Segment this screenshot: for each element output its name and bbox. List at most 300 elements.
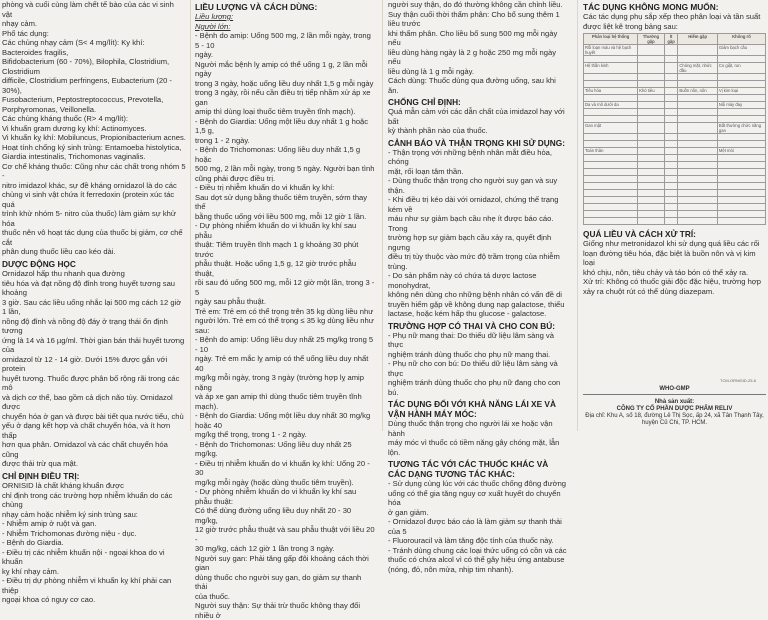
text-line: Bifidobacterium (60 - 70%), Bilophila, Clostridium, Clostridium	[2, 57, 170, 76]
table-row	[584, 102, 766, 109]
table-cell: Khó tiêu	[638, 88, 665, 95]
text-line: Phổ tác dụng:	[2, 28, 49, 38]
text-line: huyết tương. Thuốc được phân bố rộng rãi trong các mô	[2, 373, 180, 392]
table-cell	[664, 109, 678, 116]
text-line: bằng thuốc uống với liều 500 mg, mỗi 12 giờ 1 lần.	[195, 211, 367, 221]
text-line: rồi sau đó uống 500 mg, mỗi 12 giờ một lần, trong 3 - 5	[195, 278, 375, 297]
text-line: - Dự phòng nhiễm khuẩn do vi khuẩn kỵ khí sau phẫu thuật:	[195, 487, 357, 506]
table-cell	[664, 218, 678, 225]
dosage-text	[195, 31, 375, 620]
table-cell	[638, 183, 665, 190]
text-line: của thuốc.	[195, 591, 231, 601]
text-line: - Sử dụng cùng lúc với các thuốc chống đông đường	[388, 479, 567, 488]
text-line: ngày. Trẻ em mắc lỵ amip có thể uống liều duy nhất 40	[195, 354, 369, 373]
table-cell	[664, 56, 678, 63]
table-cell	[717, 211, 765, 218]
text-line: difficile, Clostridium perfringens, Eubacterium (20 - 30%),	[2, 76, 172, 95]
table-cell	[638, 148, 665, 155]
table-cell	[717, 162, 765, 169]
table-row	[584, 88, 766, 95]
table-cell	[678, 183, 718, 190]
table-header-cell: Thường gặp	[638, 34, 665, 45]
table-cell	[717, 204, 765, 211]
table-cell	[664, 63, 678, 74]
text-line: trong 3 ngày, rồi nếu cần điều trị tiếp nhầm xử áp xe gan	[195, 88, 371, 107]
adult-subheading: Người lớn:	[195, 21, 231, 31]
table-row	[584, 63, 766, 74]
text-line: ứng là 14 và 16 µg/ml. Thời gian bán thải huyết tương của	[2, 335, 185, 354]
table-cell	[584, 95, 638, 102]
text-line: 500 mg, 2 lần mỗi ngày, trong 5 ngày. Người bạn tình	[195, 164, 375, 173]
table-row	[584, 183, 766, 190]
table-cell	[678, 204, 718, 211]
text-line: - Do sản phẩm này có chứa tá dược lactose monohydrat,	[388, 271, 537, 290]
table-cell	[584, 141, 638, 148]
dosage-subheading: Liều lượng:	[195, 12, 234, 21]
table-cell	[678, 190, 718, 197]
table-cell	[664, 148, 678, 155]
table-header-cell: Phân loại hệ thống	[584, 34, 638, 45]
table-cell	[584, 155, 638, 162]
contraindication-heading: CHỐNG CHỈ ĐỊNH:	[388, 97, 461, 107]
table-cell: Nổi mày đay	[717, 102, 765, 109]
column-adverse	[583, 0, 766, 431]
text-line: máy móc vì thuốc có tiềm năng gây chóng mặt, lẫn lộn.	[388, 438, 560, 457]
table-cell	[584, 134, 638, 141]
table-row	[584, 176, 766, 183]
text-line: người suy thận, do đó thường không cần chỉnh liều.	[388, 0, 563, 9]
fold-line	[382, 0, 383, 431]
table-cell	[664, 45, 678, 56]
table-cell: Vị kim loại	[717, 88, 765, 95]
table-cell	[678, 155, 718, 162]
table-cell	[664, 141, 678, 148]
text-line: khó chịu, nôn, tiêu chảy và táo bón có thể xảy ra.	[583, 267, 749, 277]
fold-line	[577, 0, 578, 431]
table-cell: Chóng mặt, nhức đầu	[678, 63, 718, 74]
text-line: được liệt kê trong bảng sau:	[583, 21, 678, 31]
text-line: - Bệnh do Trichomonas: Uống liều duy nhất 25 mg/kg.	[195, 439, 352, 458]
table-cell	[638, 211, 665, 218]
table-cell	[678, 74, 718, 81]
text-line: - Điều trị các nhiễm khuẩn nội - ngoại khoa do vi khuẩn	[2, 547, 165, 566]
table-cell	[638, 102, 665, 109]
dosage-heading: LIỀU LƯỢNG VÀ CÁCH DÙNG:	[195, 2, 318, 12]
driving-heading: TÁC DỤNG ĐỐI VỚI KHẢ NĂNG LÁI XE VÀ VẬN HÀNH MÁY MÓC:	[388, 399, 556, 419]
text-line: - Bệnh do Giardia: Uống một liều duy nhất 1 g hoặc 1,5 g,	[195, 116, 369, 135]
table-cell	[678, 162, 718, 169]
table-cell	[678, 218, 718, 225]
table-cell	[664, 116, 678, 123]
manufacturer-block	[583, 399, 766, 427]
text-line: 3 giờ. Sau các liều uống nhắc lại 500 mg cách 12 giờ 1 lần,	[2, 297, 182, 316]
overdose-heading: QUÁ LIỀU VÀ CÁCH XỬ TRÍ:	[583, 229, 696, 239]
text-line: ORNISID là chất kháng khuẩn được	[2, 481, 124, 490]
text-line: Ornidazol hấp thu nhanh qua đường	[2, 269, 125, 278]
table-row	[584, 123, 766, 134]
table-cell: Tiêu hóa	[584, 88, 638, 95]
table-cell	[584, 109, 638, 116]
text-line: - Ornidazol được báo cáo là làm giảm sự thanh thải của 5	[388, 517, 562, 536]
text-line: loạn đường tiêu hóa, đặc biệt là buồn nôn và vị kim loại	[583, 248, 756, 267]
text-line: xảy ra chuột rút có thể dùng diazepam.	[583, 286, 715, 296]
text-line: điều trị tùy thuộc vào mức độ trầm trọng của nhiễm trùng.	[388, 252, 560, 271]
table-cell	[664, 190, 678, 197]
text-line: Vi khuẩn kỵ khí: Mobiluncus, Propionibacterium acnes.	[2, 133, 186, 142]
text-line: Giống như metronidazol khi sử dụng quá liều các rối	[583, 239, 760, 248]
table-cell	[664, 95, 678, 102]
table-cell	[717, 95, 765, 102]
table-cell: Hệ thần kinh	[584, 63, 638, 74]
table-cell	[717, 56, 765, 63]
table-cell	[717, 116, 765, 123]
table-row	[584, 169, 766, 176]
table-cell	[664, 102, 678, 109]
table-row	[584, 56, 766, 63]
table-cell	[584, 162, 638, 169]
text-line: Trẻ em: Trẻ em có thể trọng trên 35 kg dùng liều như	[195, 306, 374, 316]
text-line: (nóng, đỏ, nôn mửa, nhịp tim nhanh).	[388, 564, 514, 574]
manufacturer-name: CÔNG TY CỔ PHẦN DƯỢC PHẨM RELIV	[616, 406, 733, 412]
text-line: máu như sự giảm bạch cầu nhẹ ít được báo cáo. Trong	[388, 214, 554, 233]
table-cell: Rối loạn máu và hệ bạch huyết	[584, 45, 638, 56]
text-line: mg/kg mỗi ngày, trong 3 ngày (trường hợp lỵ amip nặng	[195, 373, 364, 392]
text-line: trình khử nhóm 5- nitro của thuốc) làm giảm sự khử hóa	[2, 209, 176, 228]
table-cell	[584, 169, 638, 176]
text-line: Vi khuẩn gram dương kỵ khí: Actinomyces.	[2, 123, 147, 133]
pk-text	[2, 269, 186, 469]
pk-paragraph	[2, 259, 186, 270]
indication-text	[2, 481, 186, 605]
text-line: - Nhiễm amip ở ruột và gan.	[2, 519, 97, 528]
text-line: - Thận trọng với những bệnh nhân mắt điều hòa, chóng	[388, 147, 553, 166]
pk-heading: DƯỢC ĐỘNG HỌC	[2, 258, 76, 269]
text-line: Sau dợt sử dụng bằng thuốc tiêm truyền, sớm thay thế	[195, 192, 368, 211]
table-cell	[638, 63, 665, 74]
table-cell	[664, 183, 678, 190]
table-cell: Buồn nôn, nôn	[678, 88, 718, 95]
table-row	[584, 211, 766, 218]
text-line: Xử trí: Không có thuốc giải độc đặc hiệu, trường hợp	[583, 277, 762, 286]
text-line: mg/kg mỗi ngày (hoặc dùng thuốc tiêm truyền).	[195, 477, 354, 487]
text-line: chuyển hóa ở gan và được bài tiết qua nước tiểu, chủ	[2, 411, 184, 421]
text-line: - Bệnh do amip: Uống liều duy nhất 25 mg/kg trong 5 - 10	[195, 335, 374, 354]
manufacturer-address-1: Địa chỉ: Khu A, số 18, đường Lê Thị Sọc, ấp 24, xã Tân Thạnh Tây,	[585, 413, 764, 419]
table-cell	[638, 162, 665, 169]
text-line: - Bệnh do Giardia.	[2, 538, 64, 547]
table-cell	[664, 155, 678, 162]
text-line: và áp xe gan amip thì dùng thuốc tiêm truyền tĩnh mạch).	[195, 392, 362, 411]
table-cell	[584, 116, 638, 123]
text-line: Người suy gan: Phải tăng gấp đôi khoảng cách thời gian	[195, 553, 369, 572]
pregnancy-text	[388, 331, 568, 398]
table-cell	[664, 204, 678, 211]
table-cell: Toàn thân	[584, 148, 638, 155]
table-cell	[638, 81, 665, 88]
text-line: - Fluorouracil và làm tăng độc tính của thuốc này.	[388, 536, 554, 545]
text-line: - Điều trị nhiễm khuẩn do vi khuẩn kỵ khí: Uống 20 - 30	[195, 458, 370, 477]
text-line: ngoại khoa có nguy cơ cao.	[2, 595, 96, 604]
table-row	[584, 162, 766, 169]
manufacturer-label: Nhà sản xuất:	[654, 399, 695, 405]
gmp-label: WHO-GMP	[659, 386, 690, 392]
table-cell	[664, 176, 678, 183]
table-cell	[717, 218, 765, 225]
table-cell	[638, 134, 665, 141]
table-cell	[638, 95, 665, 102]
text-line: Cơ chế kháng thuốc: Cũng như các chất trong nhóm 5 -	[2, 161, 186, 180]
text-line: - Dự phòng nhiễm khuẩn do vi khuẩn kỵ khí sau phẫu	[195, 221, 357, 240]
text-line: thuốc nên vô hoạt tác dụng của thuốc bị giảm, cơ chế cắt	[2, 228, 183, 247]
table-cell	[584, 218, 638, 225]
table-row	[584, 109, 766, 116]
text-line: ngày.	[195, 50, 214, 59]
text-line: nghiệm tránh dùng thuốc cho phụ nữ mang thai.	[388, 349, 551, 359]
text-line: cũng phải được điều trị.	[195, 173, 276, 183]
document-code: TCM-ORNISID-25-6	[720, 378, 757, 383]
text-line: - Bệnh do Trichomonas: Uống liều duy nhất 1,5 g hoặc	[195, 145, 361, 164]
table-cell	[678, 102, 718, 109]
text-line: ngày sau phẫu thuật.	[195, 297, 266, 306]
table-cell	[678, 45, 718, 56]
table-cell	[717, 155, 765, 162]
table-cell: Co giật, run	[717, 63, 765, 74]
text-line: Porphyromonas, Veillonella.	[2, 104, 97, 114]
table-cell	[678, 134, 718, 141]
table-cell	[638, 204, 665, 211]
table-cell	[584, 74, 638, 81]
text-line: nitro imidazol khác, sự đề kháng ornidazol là do các	[2, 180, 177, 190]
table-cell	[584, 81, 638, 88]
interaction-heading: TƯƠNG TÁC VỚI CÁC THUỐC KHÁC VÀ CÁC DẠNG TƯƠNG TÁC KHÁC:	[388, 459, 549, 479]
text-line: Fusobacterium, Peptostreptococcus, Prevotella,	[2, 95, 164, 104]
table-cell	[638, 197, 665, 204]
table-cell	[638, 109, 665, 116]
table-cell	[638, 190, 665, 197]
text-line: amip thì dùng loại thuốc tiêm truyền tĩnh mạch).	[195, 107, 356, 116]
table-cell	[678, 56, 718, 63]
text-line: truyền hiếm gặp về không dung nạp galactose, thiếu	[388, 299, 565, 309]
text-line: tiêu hóa và đạt nồng độ đỉnh trong huyết tương sau khoảng	[2, 278, 176, 297]
text-line: sau:	[195, 325, 210, 335]
text-line: nhạy cảm.	[2, 19, 38, 28]
text-line: trong 1 - 2 ngày.	[195, 135, 250, 145]
column-warnings	[388, 0, 568, 574]
table-row	[584, 81, 766, 88]
table-body	[584, 45, 766, 225]
text-line: khi thẩm phân. Cho liều bổ sung 500 mg mỗi ngày nếu	[388, 28, 558, 47]
table-cell	[678, 116, 718, 123]
table-cell	[717, 190, 765, 197]
table-row	[584, 148, 766, 155]
text-line: liều dùng là 1 g mỗi ngày.	[388, 66, 474, 76]
text-line: Hoạt tính chống ký sinh trùng: Entamoeba histolytica,	[2, 142, 182, 152]
table-row	[584, 197, 766, 204]
text-line: 12 giờ trước phẫu thuật và sau phẫu thuật với liều 20 -	[195, 525, 375, 544]
table-cell	[638, 218, 665, 225]
text-line: nhạy cảm hoặc nhiễm ký sinh trùng sau:	[2, 509, 138, 519]
table-header-cell: Ít gặp	[664, 34, 678, 45]
text-line: Người mắc bệnh lỵ amip có thể uống 1 g, 2 lần mỗi ngày	[195, 59, 368, 78]
table-cell	[664, 134, 678, 141]
table-header-row	[584, 34, 766, 45]
text-line: phòng và cuối cùng làm chết tế bào của các vi sinh vật	[2, 0, 174, 19]
table-cell	[584, 190, 638, 197]
table-cell	[638, 176, 665, 183]
text-line: kỳ thành phần nào của thuốc.	[388, 126, 488, 135]
table-row	[584, 45, 766, 56]
table-cell	[638, 169, 665, 176]
text-line: trong 3 ngày, hoặc uống liều duy nhất 1,5 g mỗi ngày	[195, 78, 374, 88]
text-line: mg/kg thể trọng, trong 1 - 2 ngày.	[195, 430, 307, 439]
text-line: yếu ở dạng kết hợp và chất chuyển hóa, và ít hơn thấp	[2, 421, 171, 440]
text-line: Quá mẫn cảm với các dẫn chất của imidazol hay với bất	[388, 107, 565, 126]
driving-text	[388, 419, 568, 457]
text-line: - Bệnh do amip: Uống 500 mg, 2 lần mỗi ngày, trong 5 - 10	[195, 31, 371, 50]
table-cell	[664, 211, 678, 218]
text-line: kỵ khí nhạy cảm.	[2, 566, 59, 576]
table-cell	[717, 81, 765, 88]
text-line: 30 mg/kg, cách 12 giờ 1 lần trong 3 ngày.	[195, 544, 335, 553]
indication-heading: CHỈ ĐỊNH ĐIỀU TRỊ:	[2, 470, 80, 481]
text-line: chỉ định trong các trường hợp nhiễm khuẩn do các chủng	[2, 490, 173, 509]
text-line: Suy thận cuối thời thẩm phân: Cho bổ sung thêm 1 liều trước	[388, 9, 560, 28]
table-row	[584, 74, 766, 81]
table-row	[584, 155, 766, 162]
table-cell	[638, 123, 665, 134]
table-cell	[678, 95, 718, 102]
table-cell	[584, 56, 638, 63]
text-line: - Điều trị dự phòng nhiễm vi khuẩn kỵ khí phải can thiệp	[2, 576, 172, 595]
table-cell	[717, 197, 765, 204]
adverse-heading: TÁC DỤNG KHÔNG MONG MUỐN:	[583, 2, 719, 12]
table-row	[584, 204, 766, 211]
table-cell: Mệt mỏi	[717, 148, 765, 155]
text-line: và dịch cơ thể, bao gồm cả dịch não tủy. Ornidazol được	[2, 392, 173, 411]
table-header-cell: Không rõ	[717, 34, 765, 45]
text-line: Cách dùng: Thuốc dùng qua đường uống, sau khi ăn.	[388, 76, 556, 95]
text-line: Các chủng kháng thuốc (R> 4 mg/lít):	[2, 114, 128, 123]
text-line: hơn qua phân. Ornidazol và các chất chuyển hóa cũng	[2, 440, 168, 459]
manufacturer-address-2: huyện Củ Chi, TP. HCM.	[641, 420, 708, 426]
text-line: - Điều trị nhiễm khuẩn do vi khuẩn kỵ khí:	[195, 183, 335, 192]
table-cell	[584, 211, 638, 218]
text-line: thuật: Tiêm truyền tĩnh mạch 1 g khoảng 30 phút trước	[195, 240, 359, 259]
text-line: nghiệm tránh dùng thuốc cho phụ nữ đang cho con bú.	[388, 378, 561, 397]
table-cell	[584, 197, 638, 204]
text-line: - Nhiễm Trichomonas đường niệu - dục.	[2, 528, 137, 538]
table-cell	[678, 109, 718, 116]
table-cell	[584, 183, 638, 190]
column-dosage	[195, 0, 375, 620]
column-pharmacology	[2, 0, 186, 604]
table-cell	[717, 134, 765, 141]
table-cell	[584, 176, 638, 183]
table-row	[584, 190, 766, 197]
text-line: chủng vi sinh vật chứa ít ferredoxin (protein xúc tác quá	[2, 190, 175, 209]
table-cell	[678, 123, 718, 134]
table-cell	[717, 74, 765, 81]
interaction-text	[388, 479, 568, 574]
text-line: mặt, rối loạn tâm thần.	[388, 166, 464, 176]
text-line: trường hợp sự giảm bạch cầu xảy ra, quyết định ngưng	[388, 233, 552, 252]
table-cell	[638, 56, 665, 63]
table-cell	[638, 74, 665, 81]
fold-line	[190, 0, 191, 431]
table-cell	[678, 169, 718, 176]
text-line: Người suy thận: Sự thải trừ thuốc không thay đổi nhiều ở	[195, 601, 361, 620]
text-line: nồng độ đỉnh và nồng độ đáy ở trạng thái ổn định tương	[2, 316, 168, 335]
table-cell	[584, 204, 638, 211]
table-cell	[664, 88, 678, 95]
table-cell	[664, 169, 678, 176]
table-cell	[664, 81, 678, 88]
table-cell: Bất thường chức năng gan	[717, 123, 765, 134]
table-row	[584, 95, 766, 102]
pregnancy-heading: TRƯỜNG HỢP CÓ THAI VÀ CHO CON BÚ:	[388, 320, 556, 331]
table-cell	[678, 141, 718, 148]
gmp-divider	[583, 394, 766, 395]
text-line: - Dùng thuốc thận trọng cho người suy gan và suy thận.	[388, 176, 558, 195]
table-cell	[717, 109, 765, 116]
text-line: liều dùng hàng ngày là 2 g hoặc 250 mg mỗi ngày nếu	[388, 47, 557, 66]
text-line: ở gan giảm.	[388, 507, 429, 517]
table-header-cell: Hiếm gặp	[678, 34, 718, 45]
table-row	[584, 218, 766, 225]
table-cell	[664, 123, 678, 134]
adverse-table	[583, 33, 766, 225]
table-cell	[638, 45, 665, 56]
table-row	[584, 116, 766, 123]
table-cell	[678, 148, 718, 155]
text-line: - Tránh dùng chung các loại thức uống có cồn và các	[388, 545, 567, 555]
renal-text	[388, 0, 568, 95]
table-cell	[638, 116, 665, 123]
text-line: được thải trừ qua mật.	[2, 459, 78, 468]
text-line: - Phụ nữ mang thai: Do thiếu dữ liệu lâm sàng và thực	[388, 330, 554, 349]
table-cell	[678, 211, 718, 218]
adverse-text	[583, 12, 766, 31]
text-line: Các chủng nhạy cảm (S< 4 mg/lít): Ky khí: Bacteroides fragilis,	[2, 38, 145, 57]
table-cell	[717, 176, 765, 183]
text-line: không nên dùng cho những bệnh nhân có vấn đề di	[388, 290, 562, 299]
text-line: phân dung thuốc liều cao kéo dài.	[2, 247, 116, 256]
table-cell	[678, 197, 718, 204]
table-row	[584, 141, 766, 148]
text-line: thuốc có chứa alcol vì có thể gây hiệu ứng antabuse	[388, 555, 565, 564]
table-cell	[664, 197, 678, 204]
table-cell	[664, 162, 678, 169]
text-line: Có thể dùng đường uống liều duy nhất 20 - 30 mg/kg,	[195, 506, 352, 525]
table-cell	[678, 81, 718, 88]
table-cell: Gan mật	[584, 123, 638, 134]
text-line: uống có thể gia tăng nguy cơ xuất huyết do chuyển hóa	[388, 488, 561, 507]
table-row	[584, 134, 766, 141]
text-line: phẫu thuật. Hoặc uống 1,5 g, 12 giờ trước phẫu thuật,	[195, 259, 357, 278]
table-cell	[717, 183, 765, 190]
text-line: Dùng thuốc thận trọng cho người lái xe hoặc vận hành	[388, 419, 553, 438]
spectrum-text	[2, 0, 186, 257]
warning-heading: CẢNH BÁO VÀ THẬN TRỌNG KHI SỬ DỤNG:	[388, 137, 565, 148]
text-line: - Bệnh do Giardia: Uống một liều duy nhất 30 mg/kg hoặc 40	[195, 411, 371, 430]
table-cell: Da và mô dưới da	[584, 102, 638, 109]
overdose-text	[583, 239, 766, 296]
text-line: Các tác dụng phụ sắp xếp theo phân loại và tần suất	[583, 12, 761, 21]
table-cell	[717, 141, 765, 148]
table-cell	[638, 155, 665, 162]
table-cell	[638, 141, 665, 148]
text-line: - Phụ nữ cho con bú: Do thiếu dữ liệu lâm sàng và thực	[388, 359, 558, 378]
